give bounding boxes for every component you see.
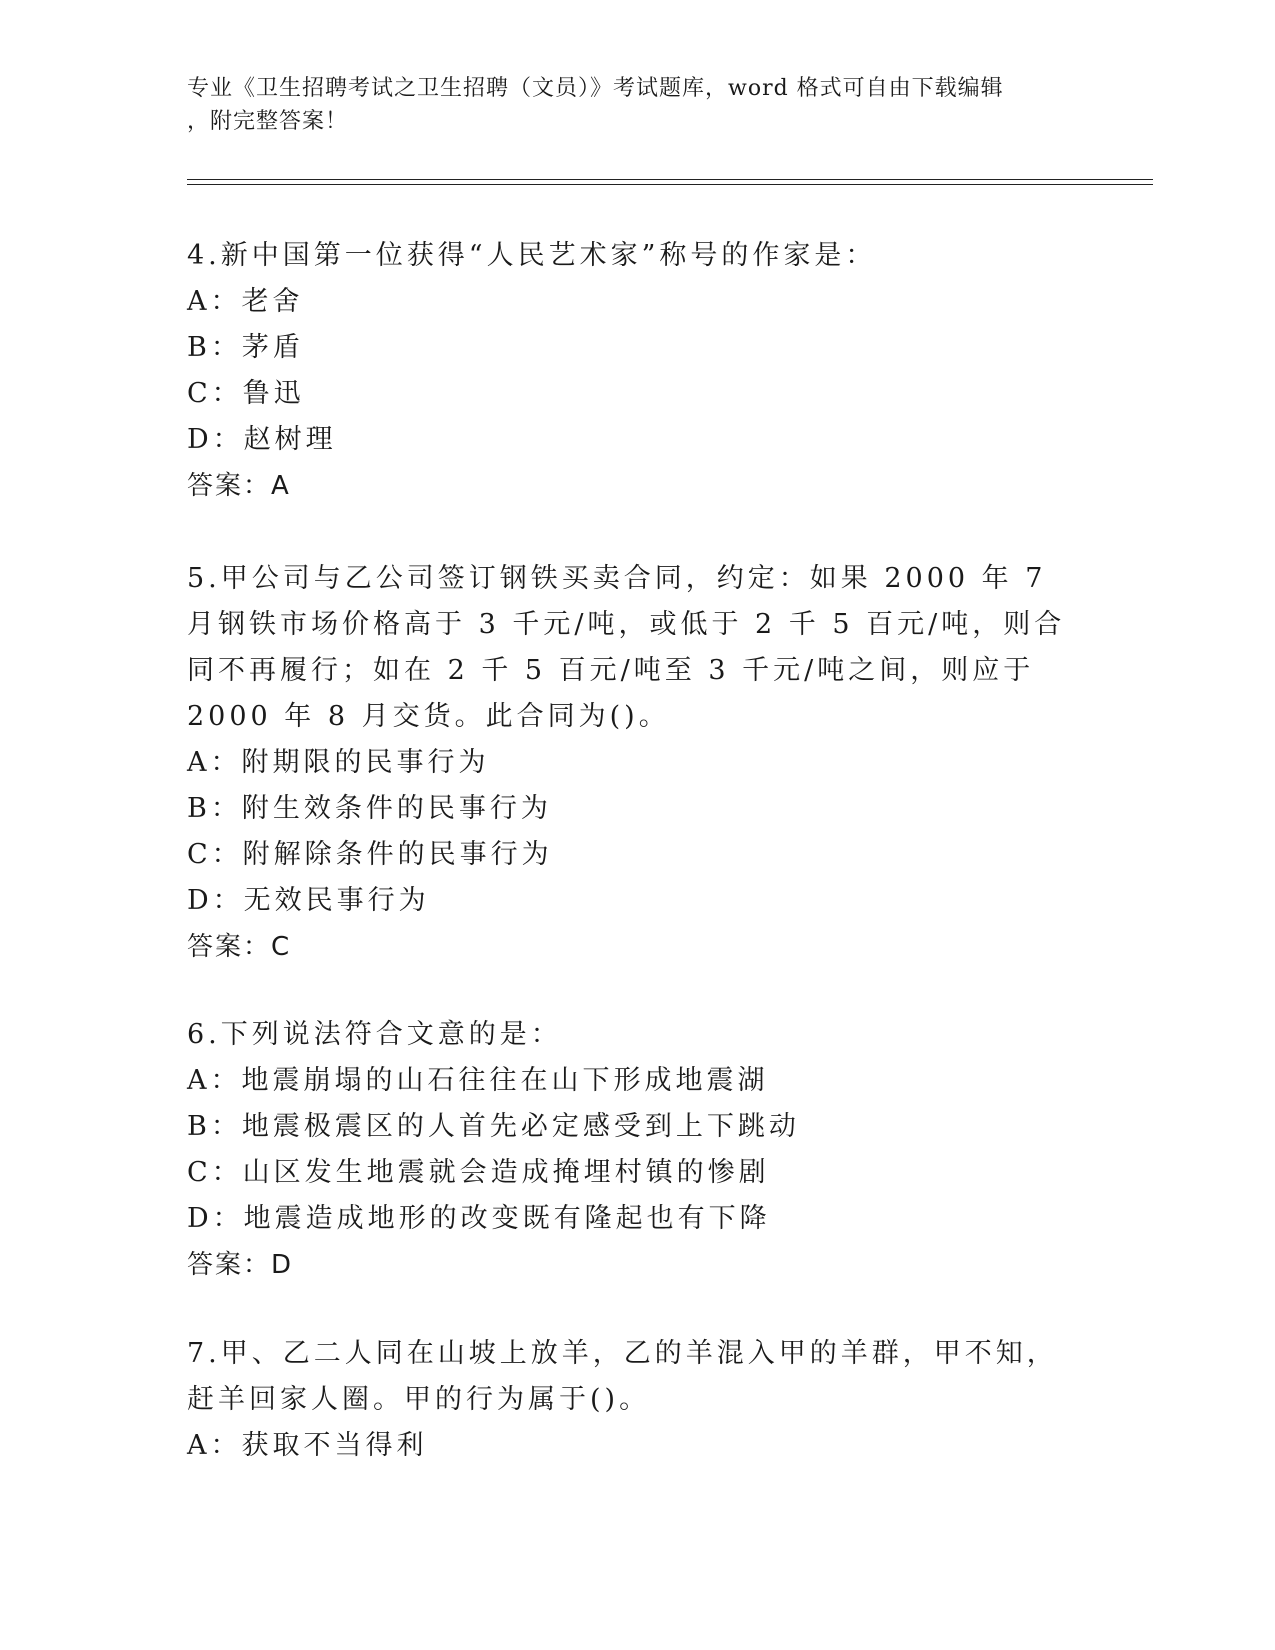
- answer: 答案：C: [187, 932, 292, 962]
- header-divider-top: [187, 179, 1153, 180]
- option-c: C：附解除条件的民事行为: [187, 839, 553, 870]
- option-b: B：附生效条件的民事行为: [187, 793, 552, 824]
- option-a: A：获取不当得利: [187, 1430, 428, 1461]
- question-text: 4.新中国第一位获得“人民艺术家”称号的作家是：: [187, 240, 877, 271]
- header-divider-bottom: [187, 184, 1153, 185]
- option-c: C：鲁迅: [187, 378, 305, 409]
- document-header: [187, 72, 1087, 138]
- question-5: [187, 556, 1067, 970]
- option-b: B：茅盾: [187, 332, 304, 363]
- answer: 答案：A: [187, 471, 291, 501]
- option-a: A：附期限的民事行为: [187, 747, 490, 778]
- answer: 答案：D: [187, 1250, 294, 1280]
- header-line-1: 专业《卫生招聘考试之卫生招聘（文员）》考试题库，word 格式可自由下载编辑: [187, 76, 1004, 101]
- question-4: [187, 233, 1067, 509]
- option-d: D：无效民事行为: [187, 885, 430, 916]
- header-line-2: ，附完整答案！: [187, 109, 349, 134]
- option-c: C：山区发生地震就会造成掩埋村镇的惨剧: [187, 1157, 770, 1188]
- question-text: 7.甲、乙二人同在山坡上放羊，乙的羊混入甲的羊群，甲不知，赶羊回家人圈。甲的行为属于()。: [187, 1338, 1058, 1415]
- option-a: A：地震崩塌的山石往往在山下形成地震湖: [187, 1065, 769, 1096]
- question-text: 5.甲公司与乙公司签订钢铁买卖合同，约定：如果 2000 年 7 月钢铁市场价格高于 3 千元/吨，或低于 2 千 5 百元/吨，则合同不再履行；如在 2 千 5 百元/吨至 3 千元/吨之间，则应于 2000 年 8 月交货。此合同为()。: [187, 563, 1066, 732]
- option-a: A：老舍: [187, 286, 304, 317]
- option-b: B：地震极震区的人首先必定感受到上下跳动: [187, 1111, 800, 1142]
- option-d: D：地震造成地形的改变既有隆起也有下降: [187, 1203, 771, 1234]
- question-7: [187, 1331, 1067, 1469]
- option-d: D：赵树理: [187, 424, 337, 455]
- question-text: 6.下列说法符合文意的是：: [187, 1019, 562, 1050]
- question-6: [187, 1012, 1067, 1288]
